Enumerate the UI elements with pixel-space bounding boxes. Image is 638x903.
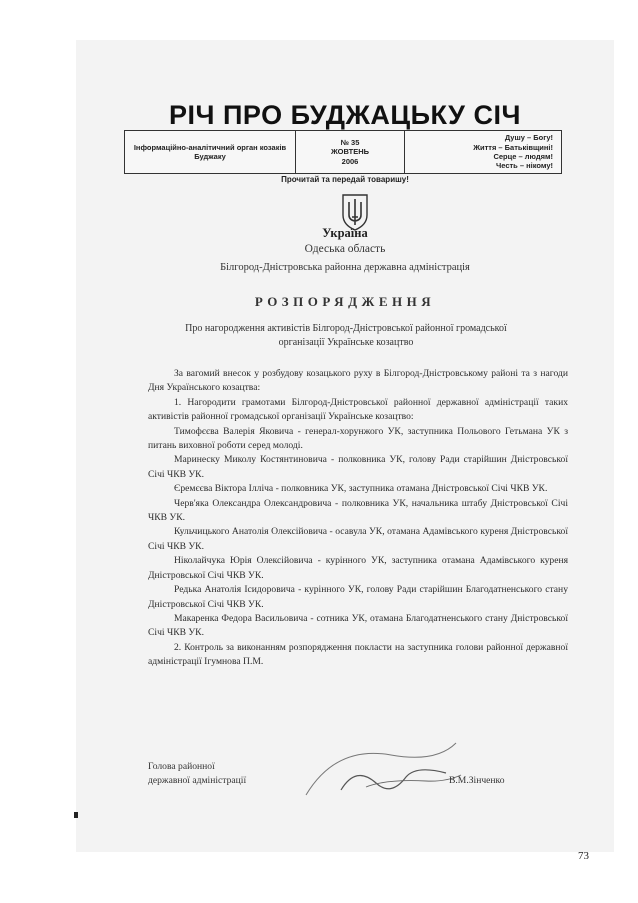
body-paragraph: Ніколайчука Юрія Олексійовича - курінного УК, заступника отамана Адамівського куреня Дністровської Січі ЧКВ УК. bbox=[148, 555, 568, 581]
body-paragraph: За вагомий внесок у розбудову козацького руху в Білгород-Дністровському районі та з нагоди Дня Українського козацтва: bbox=[148, 368, 568, 394]
document-body bbox=[148, 367, 568, 670]
body-paragraph: Черв'яка Олександра Олександровича - полковника УК, начальника штабу Дністровської Січі ЧКВ УК. bbox=[148, 497, 568, 524]
region-name: Одеська область bbox=[304, 243, 386, 255]
body-paragraph: Єремєєва Віктора Ілліча - полковника УК, заступника отамана Дністровської Січі ЧКВ УК. bbox=[174, 483, 548, 495]
signatory-position-line: Голова районної bbox=[148, 761, 215, 772]
signatory-position-line: державної адміністрації bbox=[148, 775, 247, 786]
newspaper-title: РІЧ ПРО БУДЖАЦЬКУ СІЧ bbox=[169, 100, 521, 130]
issue-year: 2006 bbox=[341, 156, 359, 166]
pass-on-slogan: Прочитай та передай товаришу! bbox=[281, 175, 409, 184]
newspaper-issue-info bbox=[296, 131, 405, 173]
motto-line: Честь – нікому! bbox=[495, 161, 553, 171]
margin-mark bbox=[74, 812, 78, 818]
body-paragraph: 2. Контроль за виконанням розпорядження покласти на заступника голови районної державної адміністрації Ігумнова П.М. bbox=[148, 641, 568, 668]
motto-line: Душу – Богу! bbox=[504, 133, 553, 143]
document-type: РОЗПОРЯДЖЕННЯ bbox=[254, 294, 436, 309]
body-paragraph: Маринеску Миколу Костянтиновича - полковника УК, голову Ради старійшин Дністровської Січі ЧКВ УК. bbox=[148, 454, 568, 480]
signatory-position bbox=[148, 760, 246, 788]
document-subject: Про нагородження активістів Білгород-Дністровської районної громадської організації Українське козацтво bbox=[185, 323, 507, 348]
newspaper-info-box bbox=[124, 130, 562, 174]
newspaper-organ: Інформаційно-аналітичний орган козаків Буджаку bbox=[125, 131, 296, 173]
newspaper-motto bbox=[405, 131, 561, 173]
issue-number: № 35 bbox=[340, 137, 360, 147]
motto-line: Життя – Батьківщині! bbox=[473, 142, 553, 152]
body-paragraph: Макаренка Федора Васильовича - сотника УК, отамана Благодатненського стану Дністровської Січі ЧКВ УК. bbox=[148, 612, 568, 639]
body-paragraph: Тимофєєва Валерія Яковича - генерал-хорунжого УК, заступника Польового Гетьмана УК з питань виховної роботи серед молоді. bbox=[148, 425, 568, 452]
body-paragraph: Кульчицького Анатолія Олексійовича - осавула УК, отамана Адамівського куреня Дністровської Січі ЧКВ УК. bbox=[148, 526, 568, 552]
issue-month: ЖОВТЕНЬ bbox=[330, 147, 370, 157]
body-paragraph: Редька Анатолія Ісидоровича - курінного УК, голову Ради старійшин Благодатненського стану Дністровської Січі ЧКВ УК. bbox=[148, 584, 568, 610]
body-paragraph: 1. Нагородити грамотами Білгород-Дністровської районної державної адміністрації таких активістів районної громадської організації Українське козацтво: bbox=[148, 396, 568, 423]
motto-line: Серце – людям! bbox=[493, 152, 553, 161]
administration-name: Білгород-Дністровська районна державна адміністрація bbox=[220, 262, 470, 273]
page-number: 73 bbox=[578, 850, 589, 862]
signatory-name: В.М.Зінченко bbox=[449, 775, 505, 786]
scanned-document bbox=[76, 40, 614, 852]
handwritten-signature bbox=[296, 735, 466, 805]
country-name: Україна bbox=[322, 226, 368, 240]
